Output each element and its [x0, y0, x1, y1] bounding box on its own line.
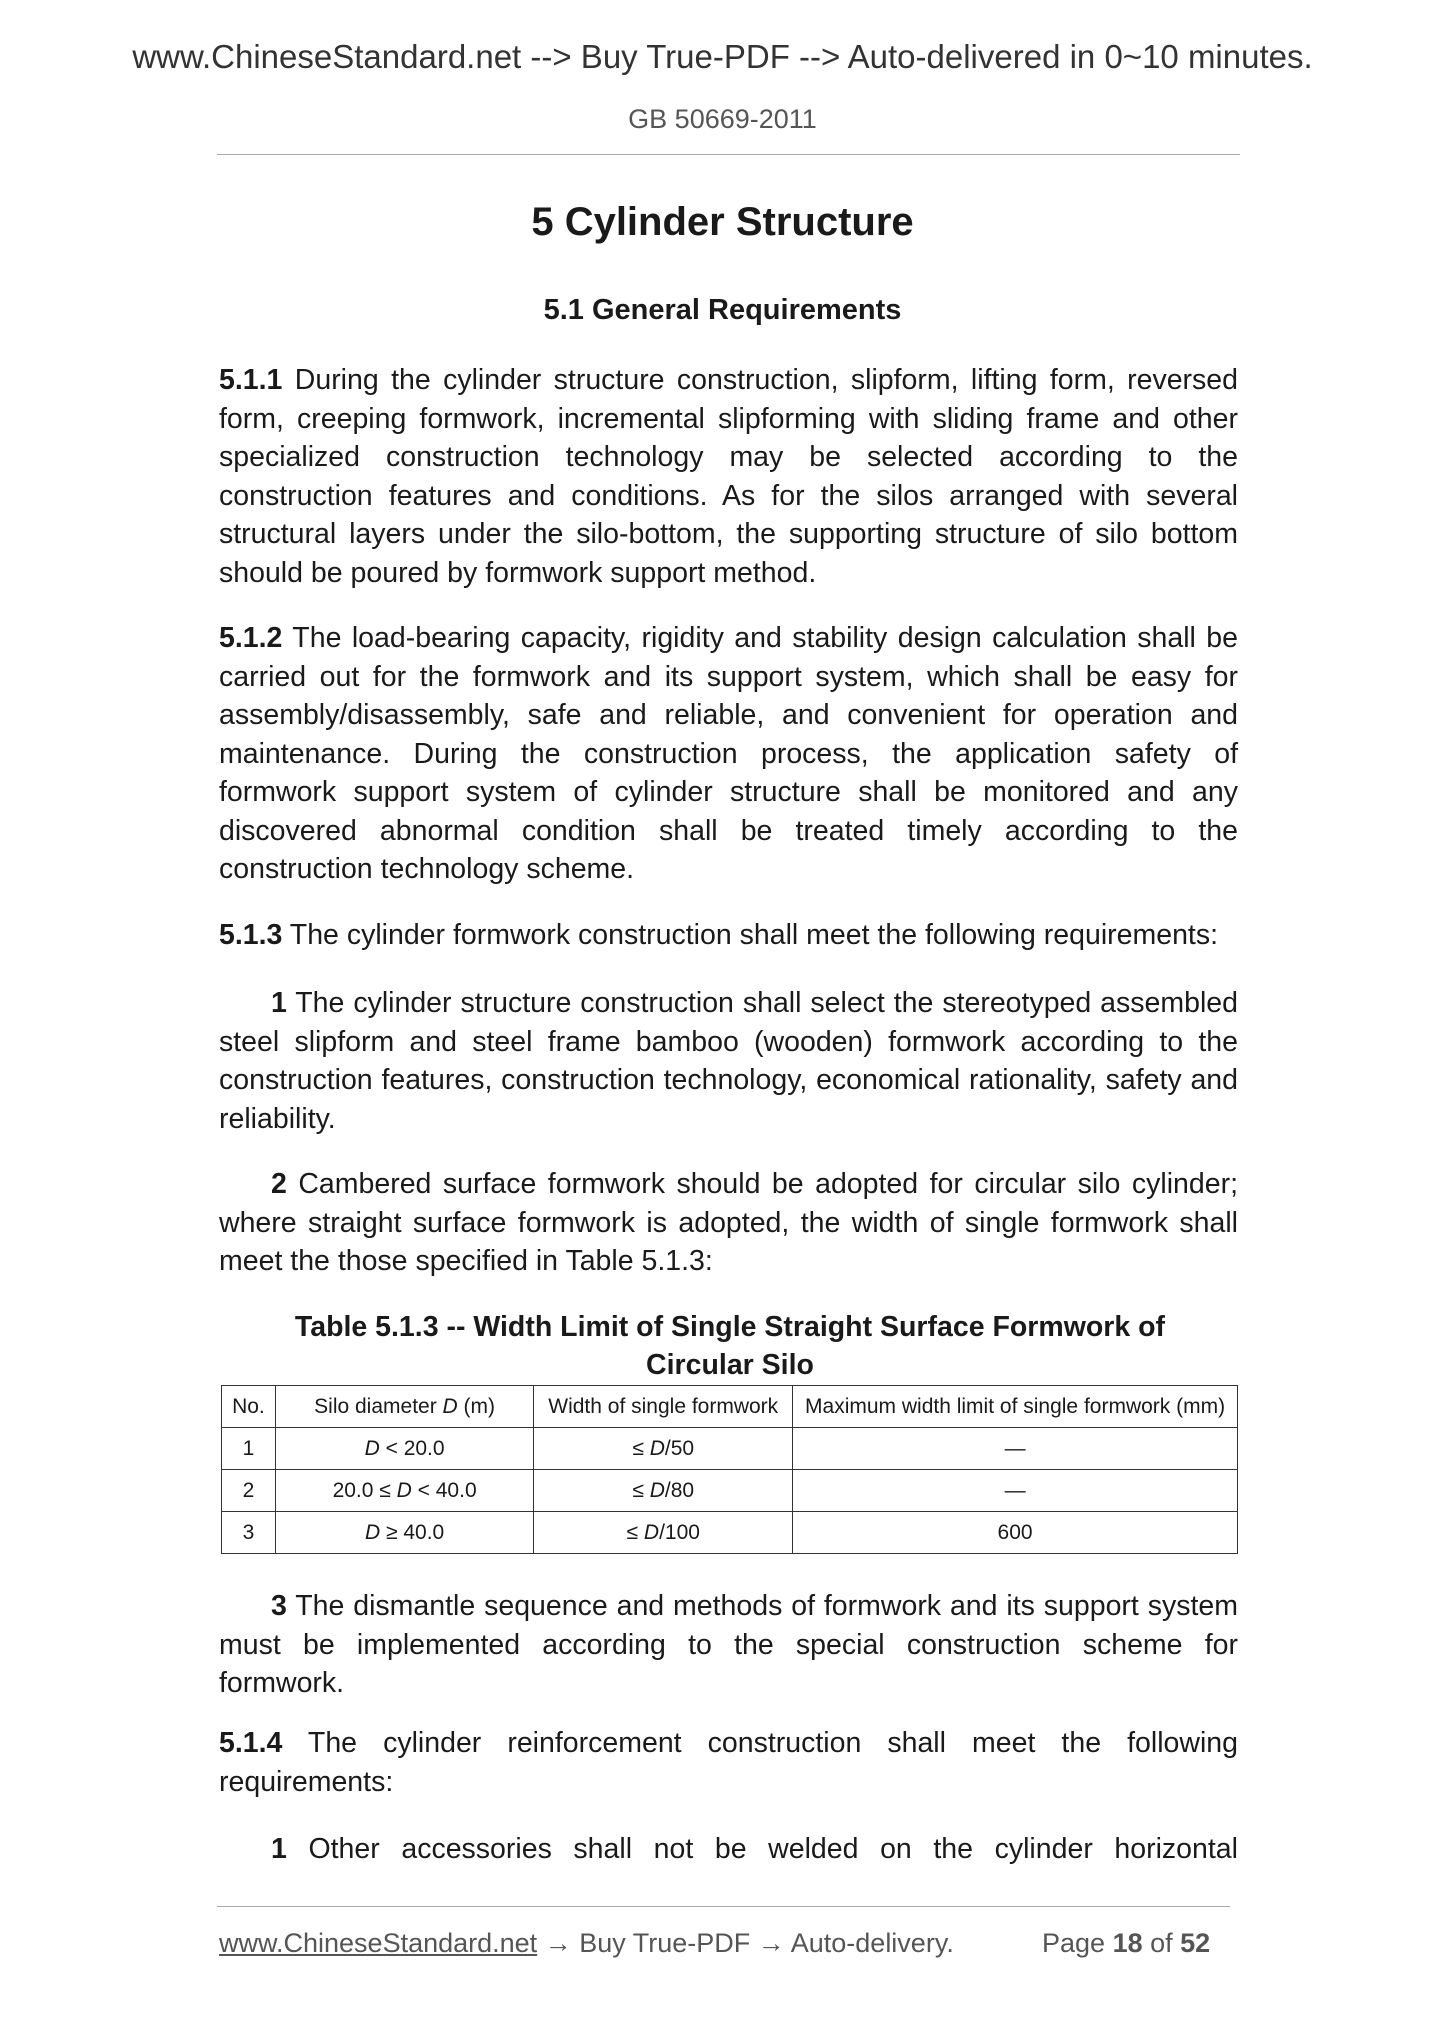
footer: [219, 1928, 954, 1959]
chapter-title: 5 Cylinder Structure: [531, 200, 914, 244]
table-caption: Table 5.1.3 -- Width Limit of Single Straight Surface Formwork of Circular Silo: [294, 1311, 1166, 1381]
cell-width: ≤ D/100: [534, 1512, 793, 1554]
item-number: 1: [271, 987, 287, 1019]
item-text: The dismantle sequence and methods of formwork and its support system must be implemented according to the special construction scheme for formwork.: [219, 1590, 1238, 1699]
footer-divider: [217, 1906, 1230, 1907]
section-title: 5.1 General Requirements: [543, 294, 902, 326]
footer-link[interactable]: www.ChineseStandard.net: [219, 1928, 538, 1958]
clause-5-1-2: [219, 619, 1238, 889]
clause-text: During the cylinder structure construction, slipform, lifting form, reversed form, creeping formwork, incremental slipforming with sliding frame and other specialized construction technology may be selected according to the construction features and conditions. As for the silos arranged with several structural layers under the silo-bottom, the supporting structure of silo bottom should be poured by formwork support method.: [219, 364, 1238, 589]
clause-text: The cylinder reinforcement construction shall meet the following requirements:: [219, 1727, 1238, 1798]
standard-code: GB 50669-2011: [628, 104, 817, 134]
clause-number: 5.1.3: [219, 919, 283, 951]
item-number: 3: [271, 1590, 287, 1622]
header-width: Width of single formwork: [534, 1386, 793, 1428]
header-divider: [217, 154, 1240, 155]
cell-diameter: D ≥ 40.0: [275, 1512, 533, 1554]
clause-5-1-3-item-2: [219, 1165, 1238, 1281]
cell-diameter: D < 20.0: [275, 1428, 533, 1470]
clause-number: 5.1.2: [219, 622, 283, 654]
table-row: [222, 1428, 1238, 1470]
item-text: Other accessories shall not be welded on the cylinder horizontal: [286, 1833, 1238, 1865]
page-number: Page 18 of 52: [1042, 1928, 1211, 1958]
cell-diameter: 20.0 ≤ D < 40.0: [275, 1470, 533, 1512]
footer-text: → Buy True-PDF → Auto-delivery.: [537, 1928, 954, 1958]
clause-5-1-3-item-1: [219, 984, 1238, 1138]
clause-number: 5.1.1: [219, 364, 283, 396]
cell-no: 1: [222, 1428, 276, 1470]
table-row: [222, 1470, 1238, 1512]
clause-5-1-4: [219, 1724, 1238, 1801]
header-no: No.: [222, 1386, 276, 1428]
clause-text: The load-bearing capacity, rigidity and stability design calculation shall be carried out for the formwork and its support system, which shall be easy for assembly/disassembly, safe and reliable, and convenient for operation and maintenance. During the construction process, the application safety of formwork support system of cylinder structure shall be monitored and any discovered abnormal condition shall be treated timely according to the construction technology scheme.: [219, 622, 1238, 885]
cell-no: 2: [222, 1470, 276, 1512]
table-row: [222, 1512, 1238, 1554]
clause-5-1-1: [219, 361, 1238, 592]
current-page: 18: [1112, 1928, 1143, 1958]
clause-5-1-3-item-3: [219, 1587, 1238, 1703]
item-number: 2: [271, 1168, 287, 1200]
table-header-row: [222, 1386, 1238, 1428]
item-text: The cylinder structure construction shall select the stereotyped assembled steel slipform and steel frame bamboo (wooden) formwork according to the construction features, construction technology, economical rationality, safety and reliability.: [219, 987, 1238, 1135]
clause-text: The cylinder formwork construction shall meet the following requirements:: [282, 919, 1219, 951]
cell-max-width: —: [793, 1470, 1238, 1512]
total-pages: 52: [1180, 1928, 1211, 1958]
top-banner[interactable]: www.ChineseStandard.net --> Buy True-PDF --> Auto-delivered in 0~10 minutes.: [132, 38, 1313, 75]
formwork-width-table: [221, 1385, 1238, 1554]
cell-max-width: —: [793, 1428, 1238, 1470]
clause-5-1-3: [219, 916, 1238, 955]
header-max-width: Maximum width limit of single formwork (mm): [793, 1386, 1238, 1428]
item-text: Cambered surface formwork should be adopted for circular silo cylinder; where straight surface formwork is adopted, the width of single formwork shall meet the those specified in Table 5.1.3:: [219, 1168, 1238, 1277]
cell-width: ≤ D/80: [534, 1470, 793, 1512]
cell-width: ≤ D/50: [534, 1428, 793, 1470]
clause-5-1-4-item-1: [219, 1830, 1238, 1869]
header-diameter: Silo diameter D (m): [275, 1386, 533, 1428]
clause-number: 5.1.4: [219, 1727, 283, 1759]
item-number: 1: [271, 1833, 287, 1865]
cell-no: 3: [222, 1512, 276, 1554]
cell-max-width: 600: [793, 1512, 1238, 1554]
